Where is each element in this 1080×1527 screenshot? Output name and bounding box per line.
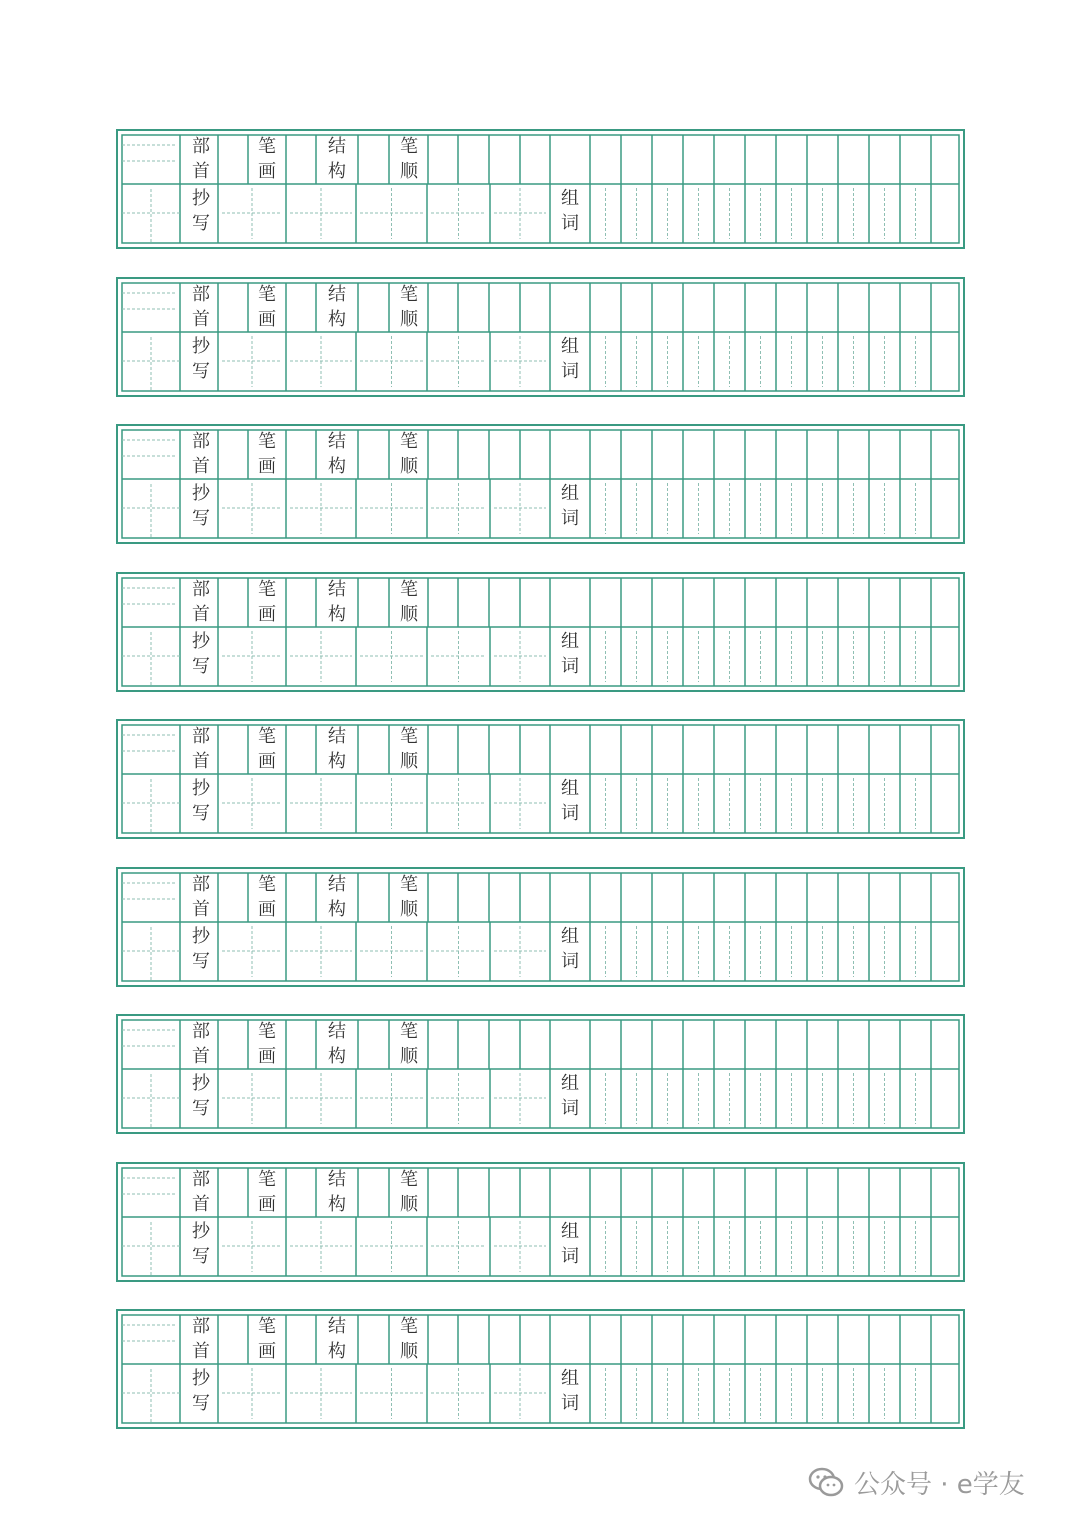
label-strokes	[252, 577, 282, 627]
label-words-char: 组	[561, 1368, 579, 1389]
label-strokes-char: 笔	[258, 284, 276, 305]
label-radical-char: 首	[192, 161, 210, 182]
label-radical-char: 部	[192, 726, 210, 747]
label-copy-char: 写	[192, 951, 210, 972]
label-words-char: 词	[561, 803, 579, 824]
character-card	[116, 277, 965, 397]
label-copy-char: 抄	[192, 336, 210, 357]
label-radical-char: 首	[192, 456, 210, 477]
label-strokes-char: 画	[258, 751, 276, 772]
label-radical-char: 部	[192, 136, 210, 157]
label-stroke-order	[394, 1314, 424, 1364]
label-stroke-order-char: 笔	[400, 431, 418, 452]
label-copy-char: 写	[192, 361, 210, 382]
label-strokes-char: 笔	[258, 579, 276, 600]
label-stroke-order-char: 顺	[400, 1046, 418, 1067]
label-stroke-order-char: 顺	[400, 1194, 418, 1215]
character-card	[116, 572, 965, 692]
label-radical-char: 部	[192, 1169, 210, 1190]
label-copy-char: 写	[192, 213, 210, 234]
character-card	[116, 424, 965, 544]
label-words-char: 组	[561, 483, 579, 504]
label-stroke-order	[394, 282, 424, 332]
character-card	[116, 1309, 965, 1429]
label-strokes-char: 笔	[258, 1021, 276, 1042]
card-grid	[118, 131, 963, 247]
label-copy	[186, 334, 216, 384]
label-strokes-char: 笔	[258, 1169, 276, 1190]
label-structure-char: 结	[328, 1021, 346, 1042]
label-words	[555, 776, 585, 826]
label-stroke-order	[394, 1019, 424, 1069]
label-radical	[186, 872, 216, 922]
label-strokes	[252, 1019, 282, 1069]
card-grid	[118, 1311, 963, 1427]
label-strokes	[252, 1314, 282, 1364]
label-copy	[186, 629, 216, 679]
card-grid	[118, 721, 963, 837]
label-stroke-order-char: 顺	[400, 751, 418, 772]
label-copy-char: 抄	[192, 631, 210, 652]
label-copy-char: 抄	[192, 483, 210, 504]
label-words	[555, 924, 585, 974]
label-words-char: 组	[561, 926, 579, 947]
label-stroke-order-char: 顺	[400, 161, 418, 182]
card-grid	[118, 426, 963, 542]
label-stroke-order-char: 笔	[400, 1169, 418, 1190]
label-structure-char: 构	[328, 1194, 346, 1215]
label-structure-char: 结	[328, 726, 346, 747]
label-stroke-order-char: 笔	[400, 284, 418, 305]
label-words-char: 词	[561, 1246, 579, 1267]
label-stroke-order-char: 顺	[400, 1341, 418, 1362]
label-words	[555, 1219, 585, 1269]
label-words	[555, 1366, 585, 1416]
label-copy	[186, 924, 216, 974]
label-stroke-order-char: 顺	[400, 309, 418, 330]
character-card	[116, 1162, 965, 1282]
watermark-text: 公众号 · e学友	[854, 1469, 1025, 1500]
label-radical-char: 首	[192, 751, 210, 772]
label-stroke-order-char: 顺	[400, 899, 418, 920]
label-radical	[186, 724, 216, 774]
label-stroke-order	[394, 724, 424, 774]
label-copy	[186, 776, 216, 826]
label-radical	[186, 1019, 216, 1069]
label-copy-char: 写	[192, 1393, 210, 1414]
label-words-char: 组	[561, 1073, 579, 1094]
label-structure-char: 结	[328, 136, 346, 157]
label-copy-char: 抄	[192, 1073, 210, 1094]
label-strokes	[252, 282, 282, 332]
label-copy-char: 写	[192, 508, 210, 529]
label-structure-char: 结	[328, 1169, 346, 1190]
label-stroke-order	[394, 134, 424, 184]
label-radical-char: 部	[192, 874, 210, 895]
label-radical-char: 首	[192, 309, 210, 330]
character-card	[116, 719, 965, 839]
label-radical-char: 部	[192, 1021, 210, 1042]
label-words-char: 词	[561, 951, 579, 972]
label-words-char: 词	[561, 656, 579, 677]
label-words	[555, 334, 585, 384]
label-strokes-char: 画	[258, 1341, 276, 1362]
label-copy-char: 抄	[192, 778, 210, 799]
label-strokes-char: 笔	[258, 1316, 276, 1337]
label-strokes	[252, 1167, 282, 1217]
label-structure	[322, 1167, 352, 1217]
label-structure	[322, 282, 352, 332]
label-stroke-order	[394, 429, 424, 479]
label-stroke-order-char: 顺	[400, 456, 418, 477]
label-radical	[186, 282, 216, 332]
label-structure-char: 构	[328, 899, 346, 920]
label-radical-char: 首	[192, 899, 210, 920]
watermark	[808, 1462, 1025, 1502]
label-words-char: 组	[561, 778, 579, 799]
label-copy-char: 抄	[192, 188, 210, 209]
label-strokes	[252, 724, 282, 774]
label-strokes-char: 画	[258, 456, 276, 477]
label-radical-char: 部	[192, 431, 210, 452]
label-strokes-char: 画	[258, 899, 276, 920]
label-structure	[322, 872, 352, 922]
label-words-char: 组	[561, 631, 579, 652]
label-words-char: 词	[561, 361, 579, 382]
card-grid	[118, 279, 963, 395]
label-words-char: 组	[561, 1221, 579, 1242]
wechat-icon	[808, 1466, 844, 1498]
label-strokes-char: 画	[258, 604, 276, 625]
label-stroke-order-char: 笔	[400, 1021, 418, 1042]
label-structure-char: 构	[328, 1046, 346, 1067]
label-stroke-order-char: 笔	[400, 1316, 418, 1337]
label-stroke-order-char: 顺	[400, 604, 418, 625]
label-structure-char: 结	[328, 431, 346, 452]
label-radical-char: 首	[192, 1046, 210, 1067]
label-radical-char: 首	[192, 1341, 210, 1362]
label-strokes-char: 画	[258, 1046, 276, 1067]
label-structure	[322, 724, 352, 774]
label-radical	[186, 134, 216, 184]
label-structure-char: 构	[328, 604, 346, 625]
label-structure	[322, 1314, 352, 1364]
label-strokes-char: 笔	[258, 431, 276, 452]
label-strokes	[252, 429, 282, 479]
label-radical	[186, 429, 216, 479]
label-structure	[322, 577, 352, 627]
label-radical	[186, 577, 216, 627]
label-words-char: 词	[561, 508, 579, 529]
character-card	[116, 129, 965, 249]
label-copy-char: 写	[192, 803, 210, 824]
label-copy-char: 抄	[192, 926, 210, 947]
label-radical-char: 部	[192, 579, 210, 600]
label-radical	[186, 1314, 216, 1364]
label-stroke-order	[394, 1167, 424, 1217]
label-structure-char: 结	[328, 1316, 346, 1337]
label-copy	[186, 186, 216, 236]
label-strokes-char: 画	[258, 161, 276, 182]
label-structure-char: 构	[328, 161, 346, 182]
label-structure-char: 构	[328, 309, 346, 330]
label-radical-char: 部	[192, 1316, 210, 1337]
label-stroke-order-char: 笔	[400, 136, 418, 157]
label-structure-char: 结	[328, 579, 346, 600]
label-structure-char: 构	[328, 1341, 346, 1362]
label-strokes-char: 画	[258, 1194, 276, 1215]
label-words	[555, 481, 585, 531]
character-card	[116, 867, 965, 987]
label-copy-char: 抄	[192, 1221, 210, 1242]
label-copy	[186, 481, 216, 531]
label-words-char: 词	[561, 1098, 579, 1119]
label-strokes	[252, 134, 282, 184]
label-words	[555, 186, 585, 236]
label-copy	[186, 1071, 216, 1121]
label-copy	[186, 1366, 216, 1416]
label-words-char: 组	[561, 336, 579, 357]
label-structure	[322, 134, 352, 184]
label-words-char: 组	[561, 188, 579, 209]
label-words	[555, 629, 585, 679]
card-grid	[118, 1164, 963, 1280]
label-copy-char: 写	[192, 656, 210, 677]
label-stroke-order	[394, 872, 424, 922]
label-structure	[322, 429, 352, 479]
label-strokes-char: 笔	[258, 726, 276, 747]
label-structure	[322, 1019, 352, 1069]
character-card	[116, 1014, 965, 1134]
label-copy	[186, 1219, 216, 1269]
label-structure-char: 结	[328, 284, 346, 305]
label-copy-char: 写	[192, 1246, 210, 1267]
label-words-char: 词	[561, 1393, 579, 1414]
label-strokes-char: 画	[258, 309, 276, 330]
label-words-char: 词	[561, 213, 579, 234]
label-structure-char: 构	[328, 751, 346, 772]
label-structure-char: 构	[328, 456, 346, 477]
label-radical	[186, 1167, 216, 1217]
label-words	[555, 1071, 585, 1121]
card-grid	[118, 574, 963, 690]
label-stroke-order-char: 笔	[400, 579, 418, 600]
label-structure-char: 结	[328, 874, 346, 895]
label-copy-char: 抄	[192, 1368, 210, 1389]
label-strokes-char: 笔	[258, 136, 276, 157]
label-strokes-char: 笔	[258, 874, 276, 895]
card-grid	[118, 869, 963, 985]
label-radical-char: 首	[192, 1194, 210, 1215]
label-copy-char: 写	[192, 1098, 210, 1119]
card-grid	[118, 1016, 963, 1132]
label-radical-char: 部	[192, 284, 210, 305]
label-radical-char: 首	[192, 604, 210, 625]
label-strokes	[252, 872, 282, 922]
label-stroke-order-char: 笔	[400, 874, 418, 895]
label-stroke-order	[394, 577, 424, 627]
label-stroke-order-char: 笔	[400, 726, 418, 747]
